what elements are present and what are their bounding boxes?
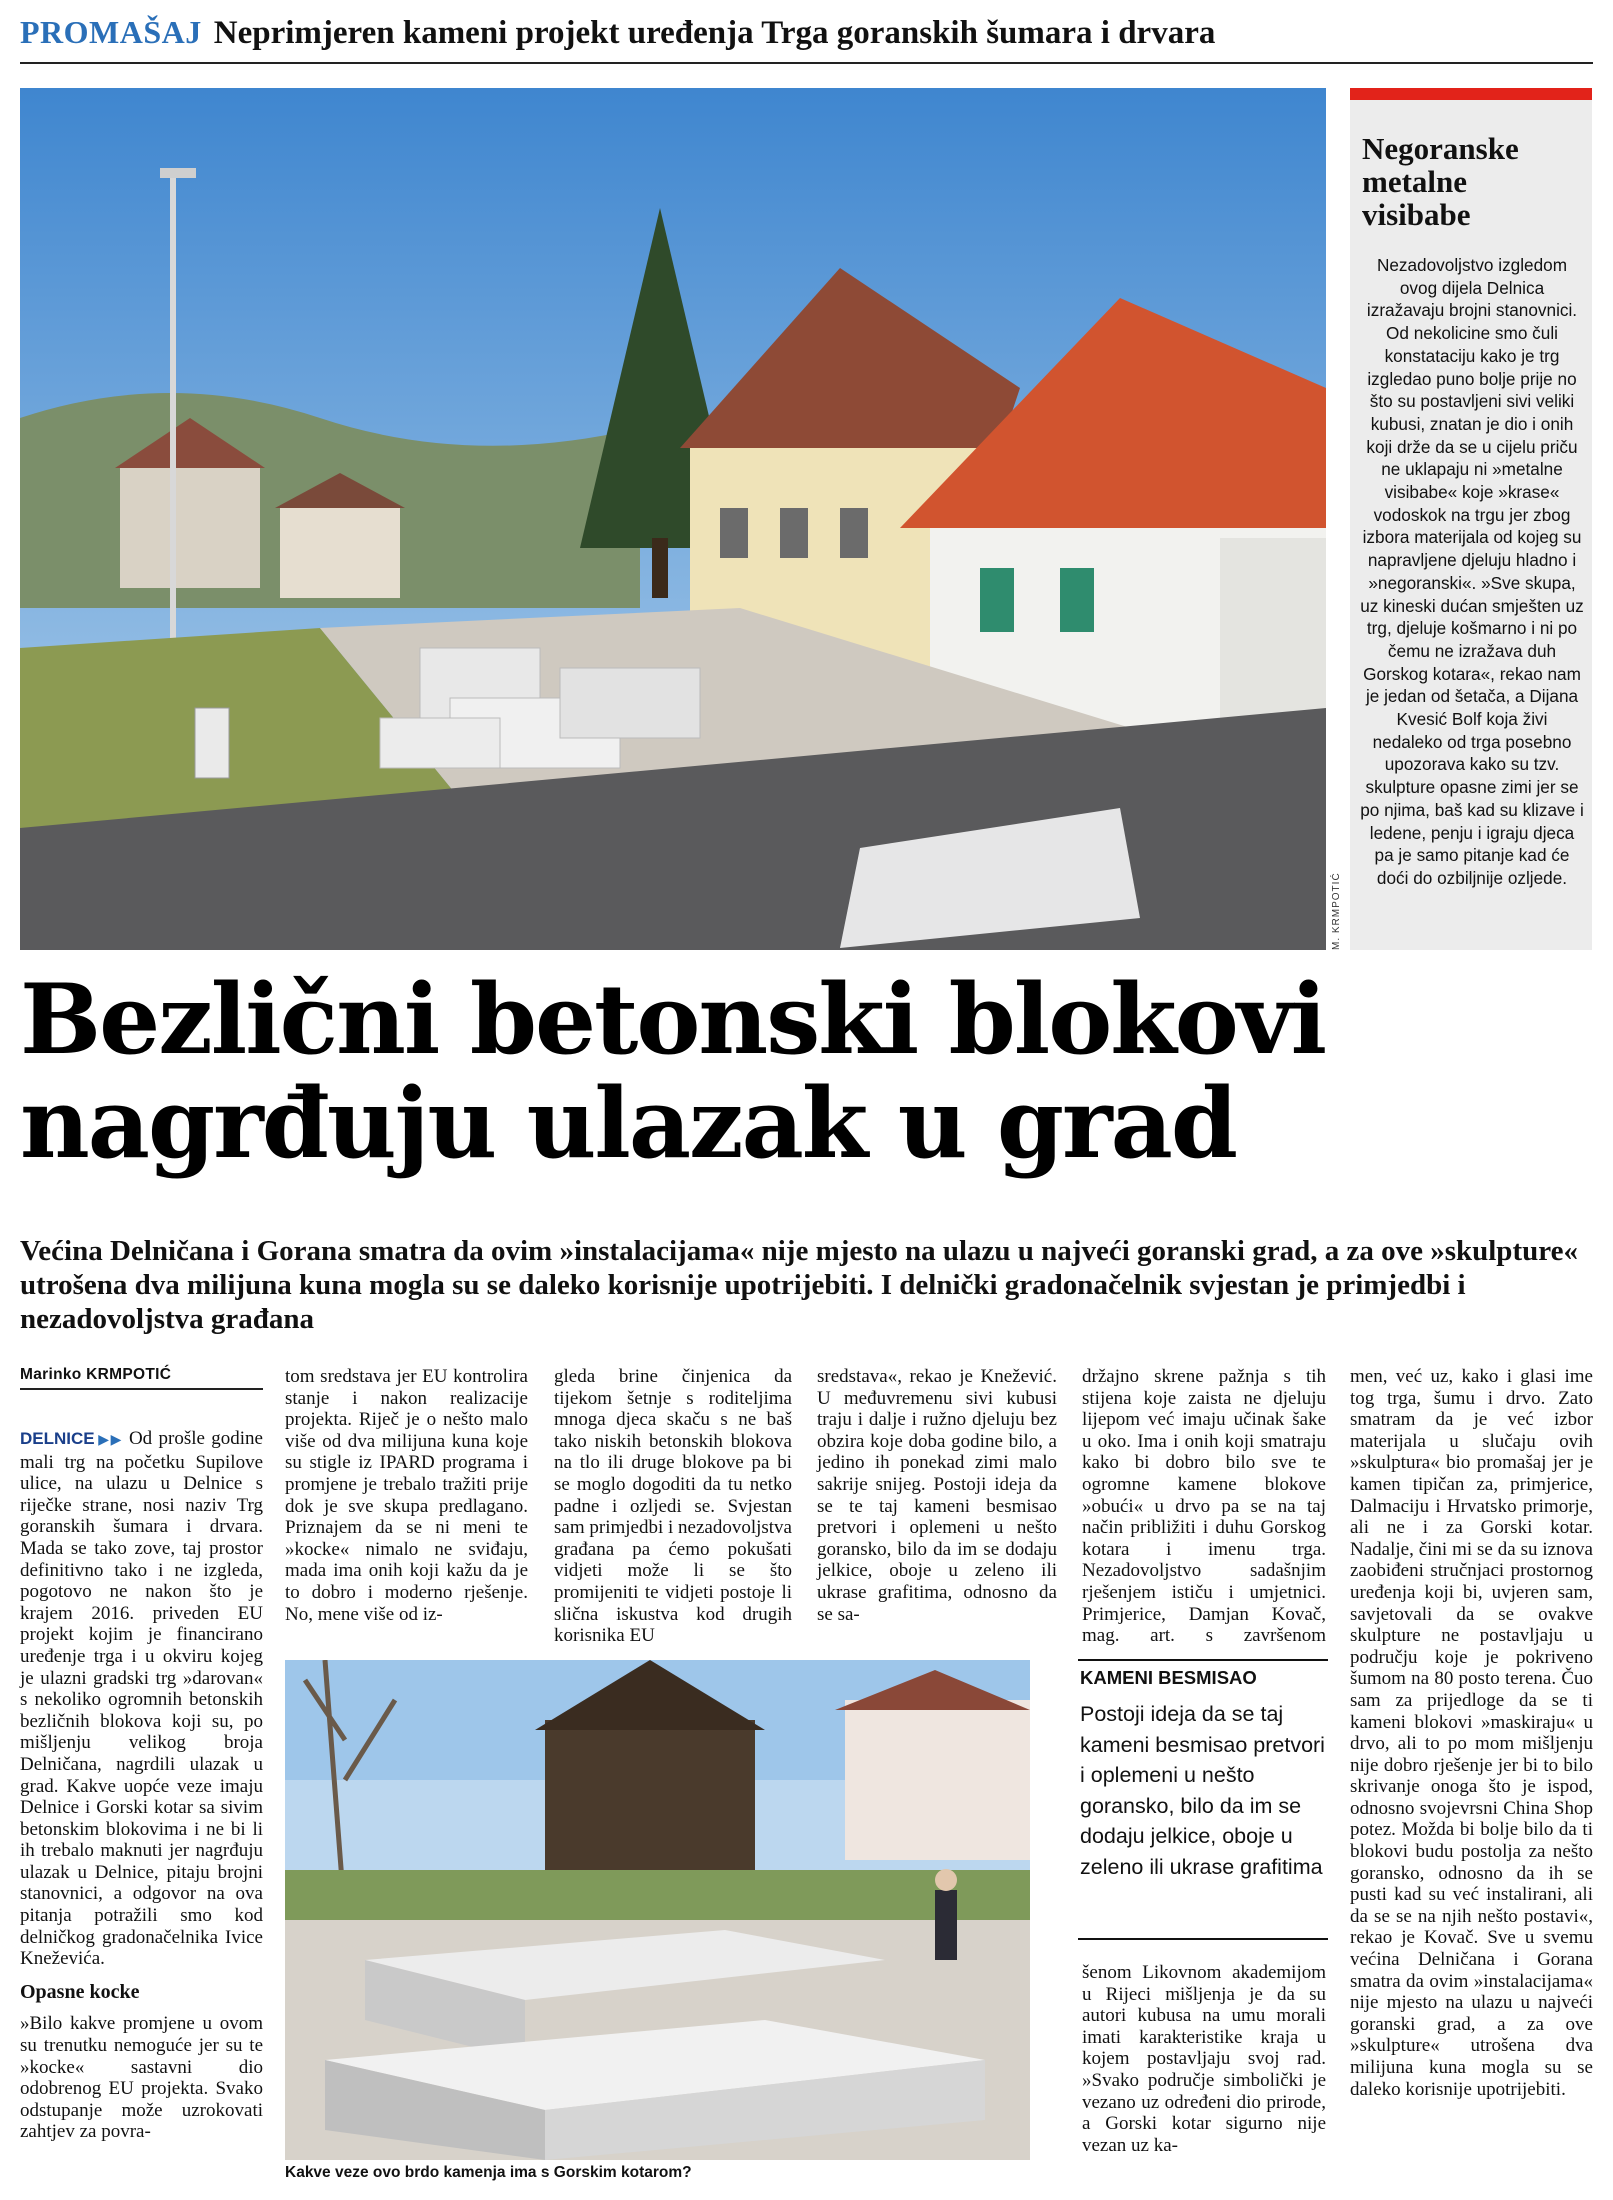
article-column-2: tom sredstava jer EU kontrolira stanje i nakon realizacije projekta. Riječ je o nešto malo više od dva milijuna kuna koje su stigle iz IPARD programa i promjene je trebalo tražiti prije dok je sve skupa predlagano. Priznajem da se ni meni te »kocke« nimalo ne sviđaju, mada ima onih koji kažu da je to dobro i moderno rješenje. No, mene više od iz- [285, 1366, 528, 1625]
subhead-opasne-kocke: Opasne kocke [20, 1980, 140, 2003]
byline [20, 1366, 263, 1390]
sidebar-title: Negoranske metalne visibabe [1362, 131, 1519, 232]
article-column-6: men, već uz, kako i glasi ime tog trga, šumu i drvo. Zato smatram da je već izbor materijala u slučaju ovih »skulptura« bio promašaj jer je kamen tipičan za, primjerice, Dalmaciju i Hrvatsko primorje, ali ne i za Gorski kotar. Nadalje, čini mi se da su iznova zaobiđeni stručnjaci prostornog uređenja koji bi, uvjeren sam, savjetovali da se ovakve skulpture ne postavljaju u području koje je pokriveno šumom na 80 posto terena. Čuo sam za prijedloge da se ti kameni blokovi »maskiraju« u drvo, ali to po mom mišljenju nije dobro rješenje jer bi to bilo skrivanje onoga što je ispod, odnosno svojevrsni China Shop potez. Možda bi bolje bilo da ti blokovi budu postolja za nešto goransko, odnosno da ih se pusti kad su već instalirani, ali da se se na njih nešto postavi«, rekao je Kovač. Sve u svemu većina Delničana i Gorana smatra da ovim »instalacijama« nije mjesto na ulazu u najveći goranski grad, a za ove »skulpture« utrošena dva milijuna kuna mogla su se daleko korisnije upotrijebiti. [1350, 1366, 1593, 2100]
box-top-rule [1078, 1659, 1328, 1661]
sidebar-red-bar [1350, 88, 1592, 100]
photo-caption: Kakve veze ovo brdo kamenja ima s Gorskim kotarom? [285, 2164, 692, 2181]
article-column-1 [20, 1428, 263, 2143]
main-photo [20, 88, 1326, 950]
stone-blocks-illustration [285, 1660, 1030, 2160]
blocks-photo [285, 1660, 1030, 2160]
dateline: DELNICE [20, 1429, 95, 1448]
kicker [20, 14, 1593, 58]
top-rule [20, 62, 1593, 64]
box-text: Postoji ideja da se taj kameni besmisao pretvori i oplemeni u nešto goransko, bilo da im se dodaju jelkice, oboje u zeleno ili ukrase grafitima [1080, 1702, 1325, 1879]
box-bottom-rule [1078, 1938, 1328, 1940]
byline-last: KRMPOTIĆ [86, 1366, 172, 1383]
article-column-5-bottom: šenom Likovnom akademijom u Rijeci mišljenja je da su autori kubusa na umu morali imati karakteristike kraja u kojem postavljaju svoj rad. »Svako područje simbolički je vezano uz određeni dio prirode, a Gorski kotar sigurno nije vezan uz ka- [1082, 1962, 1326, 2156]
headline-line-2: nagrđuju ulazak u grad [20, 1067, 1236, 1180]
headline [20, 963, 1600, 1180]
article-column-3: gleda brine činjenica da tijekom šetnje s roditeljima mnoga djeca skaču s ne baš tako niskih betonskih blokova na tlo ili druge blokove pa bi se moglo dogoditi da tu netko padne i ozljedi se. Svjestan sam primjedbi i nezadovoljstva građana pa ćemo pokušati vidjeti može li se što promijeniti te vidjeti postoje li slična iskustva kod drugih korisnika EU [554, 1366, 792, 1647]
sidebar-box [1350, 88, 1592, 950]
byline-first: Marinko [20, 1366, 82, 1383]
photo-credit [1331, 840, 1349, 950]
headline-line-1: Bezlični betonski blokovi [20, 963, 1326, 1076]
kicker-subtitle: Neprimjeren kameni projekt uređenja Trga goranskih šumara i drvara [213, 15, 1216, 51]
deck: Većina Delničana i Gorana smatra da ovim »instalacijama« nije mjesto na ulazu u najveći goranski grad, a za ove »skulpture« utrošena dva milijuna kuna mogla su se daleko korisnije upotrijebiti. I delnički gradonačelnik svjestan je primjedbi i nezadovoljstva građana [20, 1235, 1578, 1335]
photo-credit-text: M. KRMPOTIĆ [1331, 872, 1342, 950]
article-col1-p1: Od prošle godine mali trg na početku Supilove ulice, na ulazu u Delnice s riječke strane, nosi naziv Trg goranskih šumara i drvara. Mada se tako zove, taj prostor definitivno tako i ne izgleda, pogotovo ne nakon što je krajem 2016. priveden EU projekt kojim je financirano uređenje trga i u okviru kojeg je ulazni gradski trg »darovan« s nekoliko ogromnih betonskih bezličnih blokova koji su, po mišljenju velikog broja Delničana, nagrdili ulazak u grad. Kakve uopće veze imaju Delnice i Gorski kotar sa sivim betonskim blokovima i ne bi li ih trebalo maknuti jer nagrđuju ulazak u Delnice, pitaju brojni stanovnici, a odgovor na ova pitanja potražili smo kod delničkog gradonačelnika Ivice Kneževića. [20, 1428, 263, 1970]
box-title: KAMENI BESMISAO [1080, 1667, 1257, 1688]
article-col1-p2: »Bilo kakve promjene u ovom su trenutku nemoguće jer su te »kocke« sastavni dio odobrenog EU projekta. Svako odstupanje može uzrokovati zahtjev za povra- [20, 2013, 263, 2143]
square-scene-illustration [20, 88, 1326, 950]
box-kameni-besmisao [1080, 1667, 1326, 1882]
article-column-4: sredstava«, rekao je Knežević. U međuvremenu sivi kubusi traju i dalje i ružno djeluju bez obzira koje doba godine bilo, a jedino ih ponekad zimi malo sakrije snijeg. Postoji ideja da se te taj kameni besmisao pretvori i oplemeni u nešto goransko, bilo da im se dodaju jelkice, oboje u zeleno ili ukrase grafitima, odnosno da se sa- [817, 1366, 1057, 1625]
sidebar-body: Nezadovoljstvo izgledom ovog dijela Delnica izražavaju brojni stanovnici. Od nekolicine smo čuli konstataciju kako je trg izgledao puno bolje prije no što su postavljeni sivi veliki kubusi, znatan je dio i onih koji drže da se u cijelu priču ne uklapaju ni »metalne visibabe« koje »krase« vodoskok na trgu jer zbog izbora materijala od kojeg su napravljene djeluju hladno i »negoranski«. »Sve skupa, uz kineski dućan smješten uz trg, djeluje košmarno i ni po čemu ne izražava duh Gorskog kotara«, rekao nam je jedan od šetača, a Dijana Kvesić Bolf koja živi nedaleko od trga posebno upozorava kako su tzv. skulpture opasne zimi jer se po njima, baš kad su klizave i ledene, penju i igraju djeca pa je samo pitanje kad će doći do ozbiljnije ozljede. [1360, 255, 1584, 888]
kicker-tag: PROMAŠAJ [20, 14, 202, 50]
article-column-5-top: držajno skrene pažnja s tih stijena koje zaista ne djeluju lijepom već imaju učinak šake u oko. Ima i onih koji smatraju kako bi dobro bilo sve te ogromne kamene blokove »obući« u drvo pa se na taj način približiti i duhu Gorskog kotara i imenu trga. Nezadovoljstvo sadašnjim rješenjem ističu i umjetnici. Primjerice, Damjan Kovač, mag. art. s završenom [1082, 1366, 1326, 1646]
dateline-arrow-icon: ▶▶ [96, 1432, 123, 1448]
